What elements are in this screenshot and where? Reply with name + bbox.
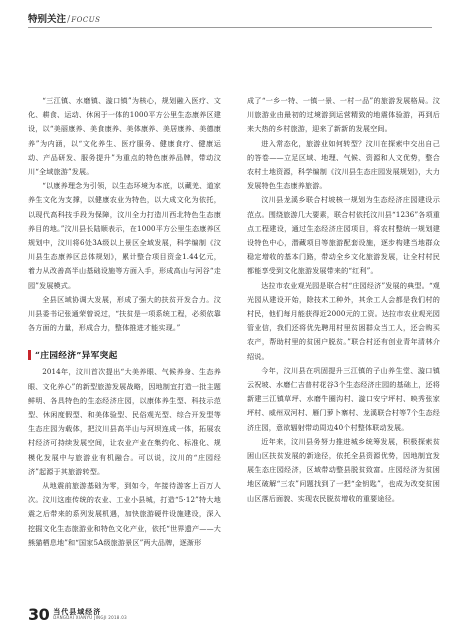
body-paragraph: 进入常态化，旅游业如何转型？汶川在探索中交出自己的答卷——立足区域、地理、气候、资源和人文优势，整合农村土地资源，科学编制《汶川县生态庄园发展规划》，大力发展特色生态康养旅游。 [247, 138, 440, 191]
body-paragraph: 从地震前旅游基础为零，到如今，年接待游客上百万人次。汶川这座传统的农业、工业小县城，打造“5·12”特大地震之后带来的系列发展机遇，加快旅游硬件设施建设，深入挖掘文化生态旅游业和特色文化产业，依托“世界遗产——大熊猫栖息地”和“国家5A级旅游景区”两大品牌，逐渐形 [28, 481, 221, 547]
section-label [28, 11, 100, 25]
body-paragraph: 2014年，汶川首次提出“大美养眼、气候养身、生态养眼、文化养心”的新型旅游发展战略，因地制宜打造一批主题鲜明、各具特色的生态经济庄园，以康体养生型、科技示范型、休闲度假型、和美体验型、民俗观光型、综合开发型等生态庄园为载体，把汶川县高半山与河坝连成一体，拓展农村经济可持续发展空间，让农业产业在集约化、标准化、规模化发展中与旅游业有机融合。可以说，汶川的“庄园经济”起源于其旅游转型。 [28, 367, 221, 476]
body-paragraph: 达拉市农业观光园是联合村“庄园经济”发展的典型。“观光园从建设开始，除技术工种外，其余工人会都是我们村的村民，他们每月能获得近2000元的工资。达拉市农业观光园管业信，我们还将优先聘用村里贫困群众当工人，还会购买农产，帮助村里的贫困户脱贫。”联合村还有创业青年清林介绍说。 [247, 280, 440, 361]
body-paragraph: 成了“一乡一特、一镇一景、一村一品”的旅游发展格局。汶川旅游业由最初的过境游到运营精致的地震体验游，再到后来大热的乡村旅游，迎来了新新的发展空间。 [247, 96, 440, 134]
body-paragraph: 今年，汶川县在巩固提升三江镇的子山养生堂、漩口镇云祝坡、水磨仁吉普村花谷3个生态经济庄园的基础上，还将新建三江镇草坪、水磨牛圈沟村、漩口安宁坪村、映秀张家坪村、威州双河村、雁门萝卜寨村、龙溪联合村等7个生态经济庄园，意欲辐射带动周边40个村整体联动发展。 [247, 365, 440, 432]
section-separator: / [67, 14, 71, 25]
publication-name-en: DANGDAI XIANYU JINGJI 2018.03 [53, 615, 127, 620]
publication-info [53, 608, 127, 620]
section-title-en: FOCUS [71, 16, 101, 24]
body-paragraph: 汶川县龙溪乡联合村坡核一规划为生态经济庄园建设示范点。围绕旅游几大要素，联合村依托汶川县“1236”各项重点工程建设，通过生态经济庄园项目，将农村整统一规划建设特色中心，潜藏项目等旅游配套设施，逐步构建当地群众稳定增收的基本门路，带动全乡文化旅游发展，让全村村民都能享受到文化旅游发展带来的“红利”。 [247, 195, 440, 276]
right-column [247, 94, 440, 604]
body-paragraph: “三江镇、水磨镇、漩口镇”为核心，规划融入医疗、文化、耕食、运动、休闲于一体的1000平方公里生态康养区建设，以“美丽康养、美食康养、美体康养、美居康养、美德康养”为内涵，以“文化养生、医疗服务、健康食疗、健康运动、产品研发、服务提升”为重点的特色康养品牌，带动汶川“全域旅游”发展。 [28, 96, 221, 177]
body-paragraph: 全县区域协调大发展，形成了强大的扶贫开发合力。汶川县委书记张通荣曾说过，“扶贫是一项系统工程，必须依靠各方面的力量，形成合力，整体推进才能实现。” [28, 294, 221, 333]
header-band [0, 0, 460, 88]
left-column [28, 94, 221, 604]
header-rule [28, 27, 432, 28]
page-number: 30 [28, 604, 50, 624]
section-title: 特别关注 [28, 14, 67, 25]
page-footer [28, 604, 127, 624]
publication-name: 当代县域经济 [53, 607, 102, 616]
section-heading-text: “庄园经济”异军突起 [35, 351, 118, 362]
body-paragraph: 近年来，汶川县务努力推进城乡统筹发展，积极探索贫困山区扶贫发展的新途径，依托全县资源优势，因地制宜发展生态庄园经济，区域带动整县脱贫致富。庄园经济为贫困地区破解“三农”问题找到了一把“金钥匙”，也成为改变贫困山区落后面貌、实现农民脱贫增收的重要途径。 [247, 436, 440, 503]
heading-marker [28, 350, 31, 360]
section-heading [28, 348, 221, 362]
body-paragraph: “以康养理念为引领，以生态环境为本底，以藏羌、道家养生文化为支撑，以健康农业为特色，以大成文化为依托，以现代高科技手段为保障，汶川全力打造川西北特色生态康养目的地。”汶川县长陆顺表示，在1000平方公里生态康养区规划中，汶川将6处3A级以上景区全域发展，科学编制《汶川县生态康养区总体规划》，累计整合项目资金1.44亿元，着力从改善高半山基础设施等方面入手，形成高山与河谷“走园”发展模式。 [28, 181, 221, 290]
